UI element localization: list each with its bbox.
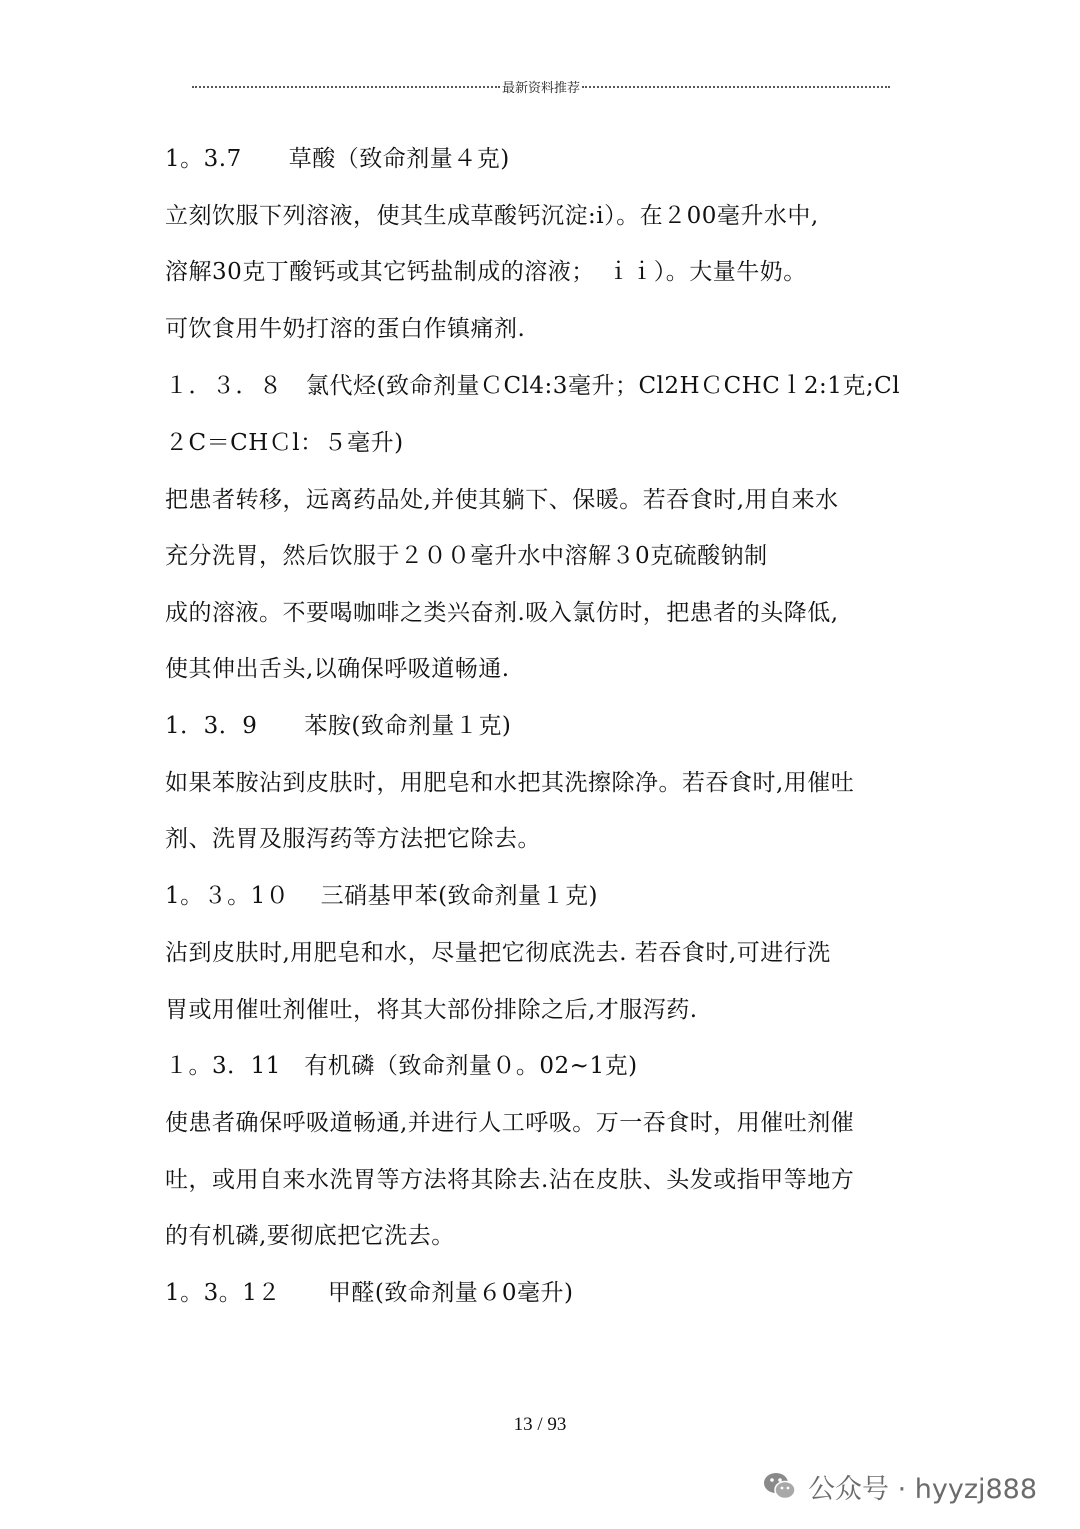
text-line: 溶解30克丁酸钙或其它钙盐制成的溶液； ｉｉ）。大量牛奶。: [165, 259, 807, 285]
section-heading-1-3-10: 1。３。1０ 三硝基甲苯(致命剂量１克): [165, 883, 599, 909]
text-line: 立刻饮服下列溶液，使其生成草酸钙沉淀:i）。在２00毫升水中,: [165, 203, 819, 229]
text-line: 充分洗胃，然后饮服于２００毫升水中溶解３0克硫酸钠制: [165, 543, 768, 569]
text-line: 把患者转移，远离药品处,并使其躺下、保暖。若吞食时,用自来水: [165, 487, 839, 513]
section-heading-1-3-12: 1。3。1２ 甲醛(致命剂量６0毫升): [165, 1280, 574, 1306]
text-line: ２C＝CHＣl：５毫升): [165, 430, 404, 456]
text-line: 使患者确保呼吸道畅通,并进行人工呼吸。万一吞食时，用催吐剂催: [165, 1110, 855, 1136]
section-heading-1-3-11: １。3．11 有机磷（致命剂量０。02~1克): [165, 1053, 638, 1079]
page-number: 13 / 93: [513, 1414, 567, 1435]
wechat-icon: [760, 1466, 800, 1506]
section-heading-1-3-8: １．３．８ 氯代烃(致命剂量ＣCl4:3毫升；Cl2HＣCHCｌ2:1克;Cl: [165, 373, 901, 399]
text-line: 如果苯胺沾到皮肤时，用肥皂和水把其洗擦除净。若吞食时,用催吐: [165, 770, 855, 796]
page-header: [192, 72, 890, 100]
section-heading-1-3-7: 1。3.7 草酸（致命剂量４克): [165, 146, 510, 172]
watermark-text: 公众号 · hyyzj888: [808, 1473, 1038, 1505]
header-title: 最新资料推荐: [502, 80, 581, 96]
text-line: 吐，或用自来水洗胃等方法将其除去.沾在皮肤、头发或指甲等地方: [165, 1167, 855, 1193]
text-line: 成的溶液。不要喝咖啡之类兴奋剂.吸入氯仿时，把患者的头降低,: [165, 600, 839, 626]
text-line: 的有机磷,要彻底把它洗去。: [165, 1223, 455, 1249]
text-line: 使其伸出舌头,以确保呼吸道畅通.: [165, 656, 510, 682]
header-dotted-rule-right: [582, 86, 890, 88]
header-dotted-rule-left: [192, 86, 500, 88]
text-line: 剂、洗胃及服泻药等方法把它除去。: [165, 826, 541, 852]
watermark: [760, 1464, 1037, 1508]
text-line: 沾到皮肤时,用肥皂和水，尽量把它彻底洗去. 若吞食时,可进行洗: [165, 940, 831, 966]
section-heading-1-3-9: 1．3．9 苯胺(致命剂量１克): [165, 713, 512, 739]
text-line: 可饮食用牛奶打溶的蛋白作镇痛剂.: [165, 316, 526, 342]
text-line: 胃或用催吐剂催吐，将其大部份排除之后,才服泻药.: [165, 997, 698, 1023]
